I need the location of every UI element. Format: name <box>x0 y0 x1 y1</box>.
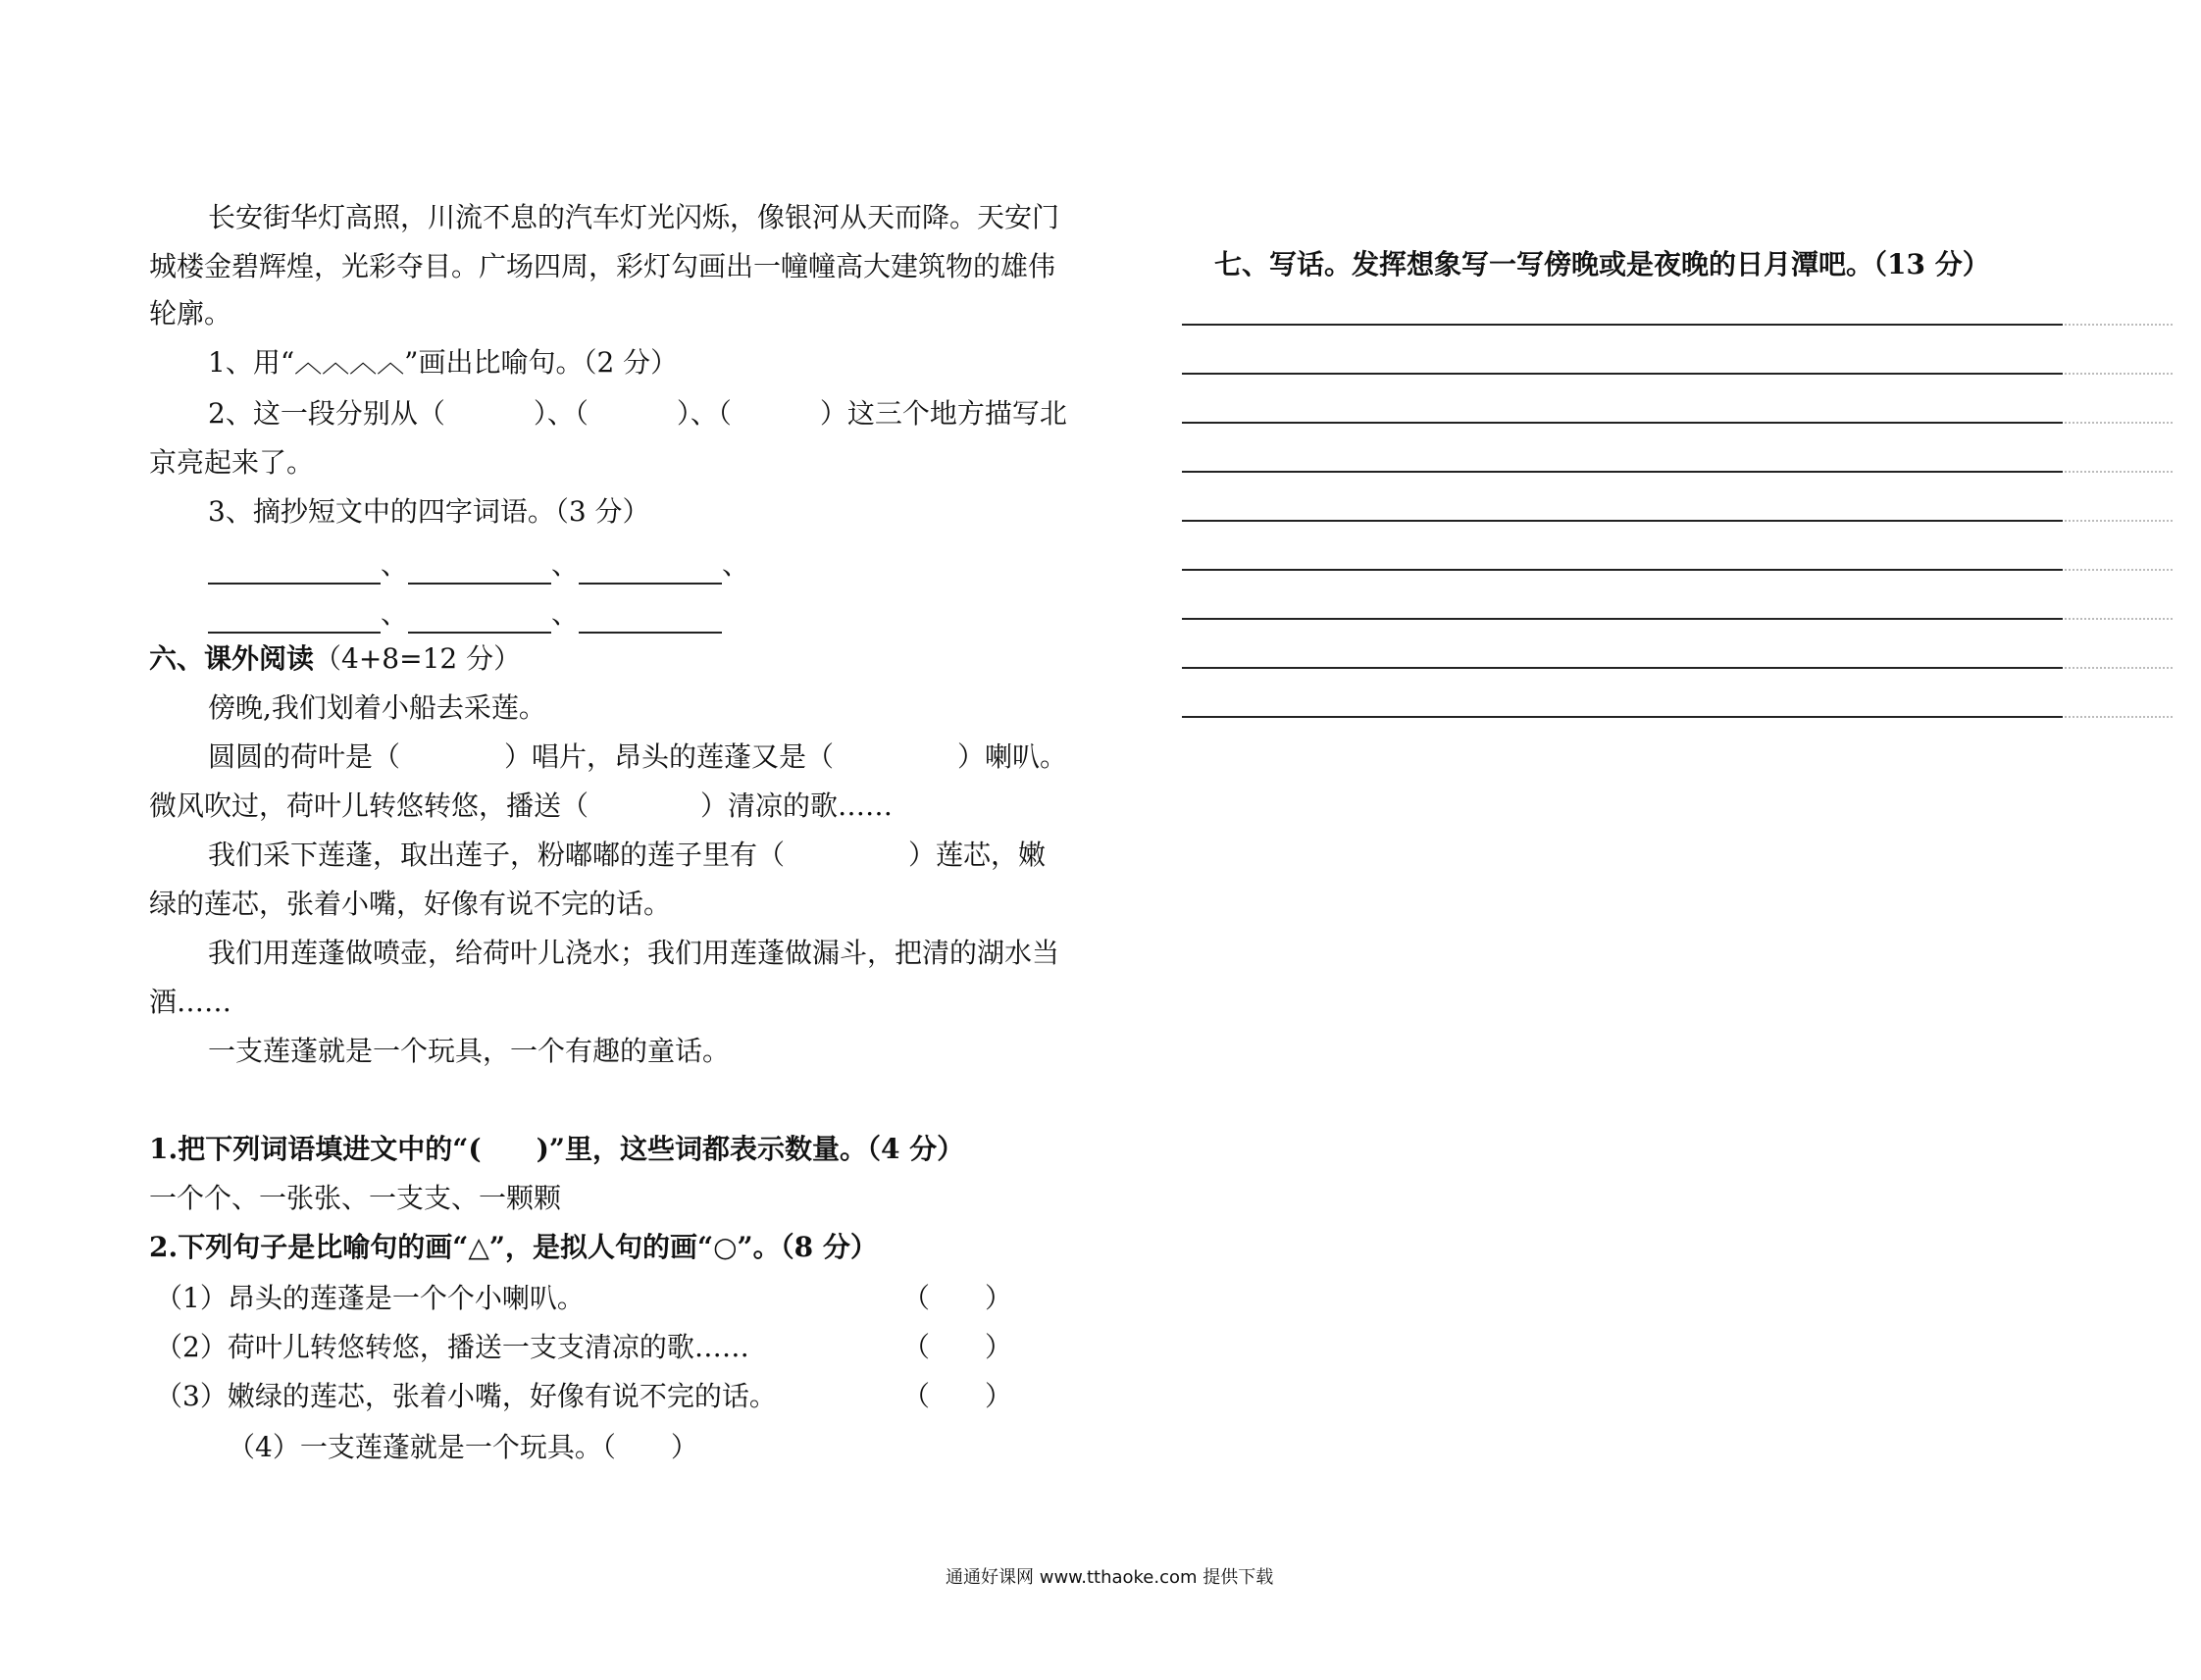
reading-line: 酒…… <box>149 986 232 1018</box>
page-footer: 通通好课网 www.tthaoke.com 提供下载 <box>946 1567 1274 1588</box>
answer-parens[interactable]: （ ） <box>902 1380 1013 1412</box>
writing-line[interactable] <box>1182 716 2063 718</box>
writing-line-dots <box>2065 569 2173 571</box>
classify-item: （3）嫩绿的莲芯，张着小嘴，好像有说不完的话。 <box>155 1380 777 1412</box>
answer-blank[interactable] <box>579 602 722 634</box>
question-2-text: ）、（ <box>676 397 732 430</box>
writing-line-dots <box>2065 471 2173 473</box>
answer-row-1 <box>208 545 749 585</box>
separator: 、 <box>381 597 409 630</box>
question-text: )”里，这些词都表示数量。（4 分） <box>536 1133 965 1165</box>
writing-line[interactable] <box>1182 373 2063 375</box>
reading-line <box>149 787 893 826</box>
question-2 <box>208 394 1067 433</box>
reading-text: ）唱片，昂头的莲蓬又是（ <box>504 740 835 773</box>
reading-line: 我们用莲蓬做喷壶，给荷叶儿浇水；我们用莲蓬做漏斗，把清的湖水当 <box>208 937 1060 969</box>
writing-line-dots <box>2065 520 2173 522</box>
separator: 、 <box>381 548 409 581</box>
answer-row-2 <box>208 594 722 634</box>
reading-text: 我们采下莲蓬，取出莲子，粉嘟嘟的莲子里有（ <box>208 839 786 871</box>
passage-line: 城楼金碧辉煌，光彩夺目。广场四周，彩灯勾画出一幢幢高大建筑物的雄伟 <box>149 250 1056 282</box>
reading-text: ）清凉的歌…… <box>700 789 894 822</box>
writing-line-dots <box>2065 618 2173 620</box>
answer-parens[interactable]: （ ） <box>902 1282 1013 1314</box>
writing-line-dots <box>2065 373 2173 375</box>
writing-line[interactable] <box>1182 422 2063 424</box>
writing-line-dots <box>2065 667 2173 669</box>
separator: 、 <box>551 597 580 630</box>
reading-text: 圆圆的荷叶是（ <box>208 740 401 773</box>
answer-blank[interactable] <box>579 553 722 585</box>
question-2-text: ）这三个地方描写北 <box>819 397 1067 430</box>
writing-line-dots <box>2065 716 2173 718</box>
question-text: 1.把下列词语填进文中的“( <box>149 1133 482 1165</box>
writing-line-dots <box>2065 324 2173 326</box>
answer-blank[interactable] <box>208 602 381 634</box>
section-6-heading <box>149 639 521 679</box>
passage-line: 轮廓。 <box>149 297 232 330</box>
word-list: 一个个、一张张、一支支、一颗颗 <box>149 1182 562 1214</box>
section-score: （4+8=12 分） <box>314 642 522 675</box>
passage-line: 长安街华灯高照，川流不息的汽车灯光闪烁，像银河从天而降。天安门 <box>208 201 1060 233</box>
classify-item: （1）昂头的莲蓬是一个个小喇叭。 <box>155 1282 585 1314</box>
reading-text: ）莲芯，嫩 <box>908 839 1047 871</box>
answer-parens[interactable]: （ ） <box>902 1331 1013 1363</box>
writing-line-dots <box>2065 422 2173 424</box>
reading-line: 绿的莲芯，张着小嘴，好像有说不完的话。 <box>149 888 672 920</box>
question-fill-words <box>149 1130 964 1169</box>
answer-blank[interactable] <box>408 553 551 585</box>
question-2-cont: 京亮起来了。 <box>149 446 315 479</box>
classify-item: （2）荷叶儿转悠转悠，播送一支支清凉的歌…… <box>155 1331 749 1363</box>
question-2-text: 2、这一段分别从（ <box>208 397 445 430</box>
section-title: 六、课外阅读 <box>149 642 315 675</box>
question-3: 3、摘抄短文中的四字词语。（3 分） <box>208 495 650 528</box>
question-2-text: ）、（ <box>533 397 589 430</box>
writing-line[interactable] <box>1182 667 2063 669</box>
reading-text: ）喇叭。 <box>957 740 1068 773</box>
writing-line[interactable] <box>1182 324 2063 326</box>
writing-line[interactable] <box>1182 569 2063 571</box>
section-7-title: 七、写话。发挥想象写一写傍晚或是夜晚的日月潭吧。（13 分） <box>1214 248 1990 280</box>
classify-item[interactable]: （4）一支莲蓬就是一个玩具。（ ） <box>228 1431 698 1463</box>
answer-blank[interactable] <box>408 602 551 634</box>
reading-line: 傍晚,我们划着小船去采莲。 <box>208 691 546 724</box>
reading-line <box>208 836 1046 875</box>
reading-line: 一支莲蓬就是一个玩具，一个有趣的童话。 <box>208 1035 731 1067</box>
answer-blank[interactable] <box>208 553 381 585</box>
writing-line[interactable] <box>1182 618 2063 620</box>
question-classify: 2.下列句子是比喻句的画“△”，是拟人句的画“○”。（8 分） <box>149 1231 878 1263</box>
writing-line[interactable] <box>1182 520 2063 522</box>
writing-line[interactable] <box>1182 471 2063 473</box>
reading-text: 微风吹过，荷叶儿转悠转悠，播送（ <box>149 789 589 822</box>
question-1: 1、用“︿︿︿︿”画出比喻句。（2 分） <box>208 346 679 379</box>
separator: 、 <box>722 548 750 581</box>
reading-line <box>208 738 1067 777</box>
separator: 、 <box>551 548 580 581</box>
